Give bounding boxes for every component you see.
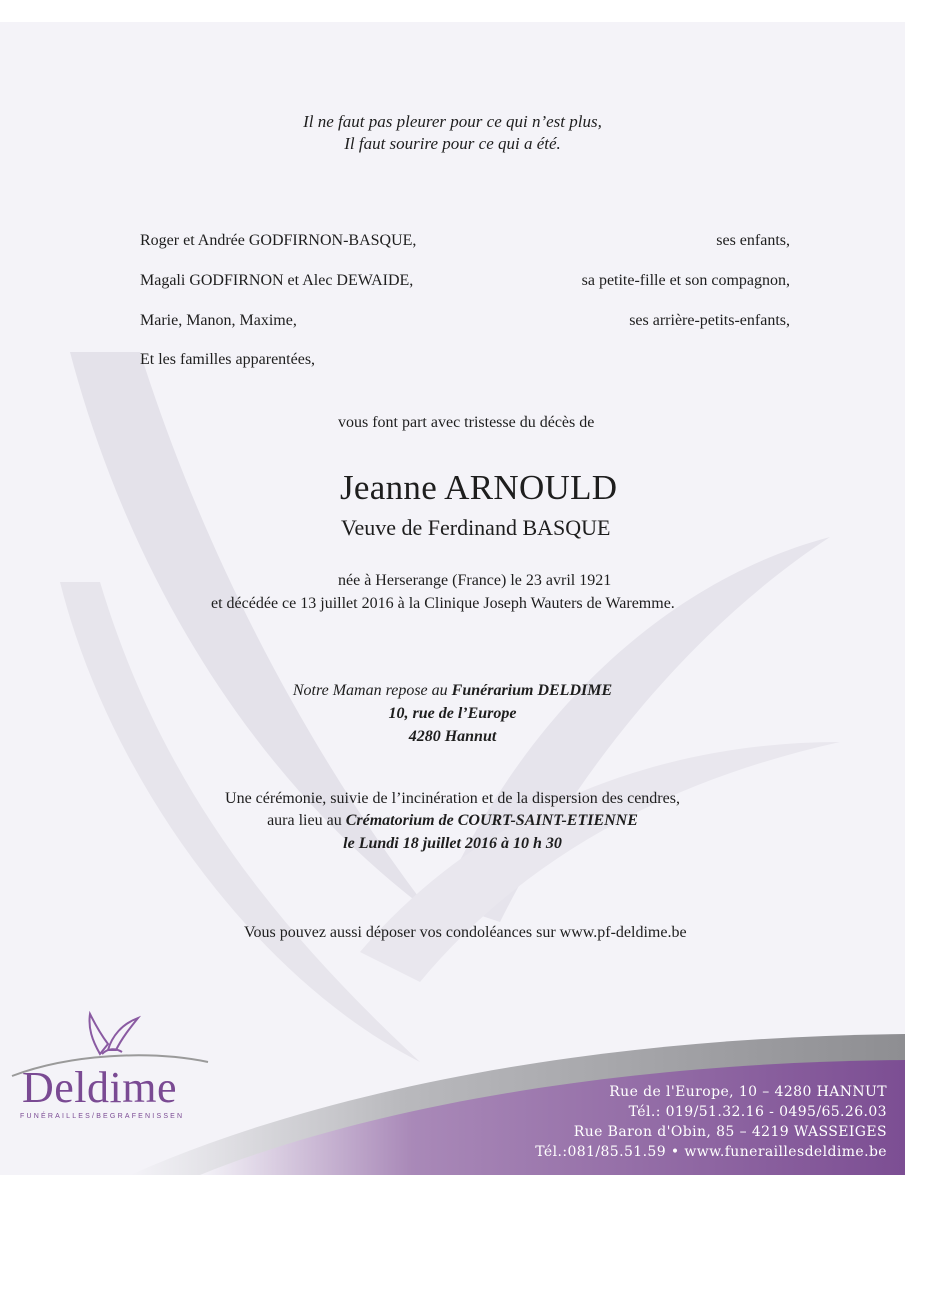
- rest-prefix: Notre Maman repose au: [292, 682, 452, 699]
- condolences-text: Vous pouvez aussi déposer vos condoléances sur www.pf-deldime.be: [244, 924, 687, 941]
- footer-address-2: Rue Baron d'Obin, 85 – 4219 WASSEIGES: [573, 1124, 887, 1140]
- obituary-card: [0, 22, 905, 1175]
- quote-line-1: Il ne faut pas pleurer pour ce qui n’est plus,: [303, 112, 602, 131]
- announcement-text: vous font part avec tristesse du décès de: [338, 414, 595, 431]
- rest-street: 10, rue de l’Europe: [388, 705, 517, 722]
- logo-name: Deldime: [22, 1063, 178, 1112]
- ceremony-line-1: Une cérémonie, suivie de l’incinération et de la dispersion des cendres,: [225, 790, 680, 807]
- family-names-1: Roger et Andrée GODFIRNON-BASQUE,: [140, 232, 417, 249]
- footer-band: [0, 22, 905, 1175]
- family-relation-3: ses arrière-petits-enfants,: [629, 312, 790, 329]
- deceased-name: Jeanne ARNOULD: [340, 468, 618, 507]
- footer-phone-web: Tél.:081/85.51.59 • www.funeraillesdeldime.be: [535, 1144, 887, 1160]
- widow-of: Veuve de Ferdinand BASQUE: [341, 515, 611, 540]
- ceremony-prefix: aura lieu au: [267, 812, 346, 829]
- footer-phone-1: Tél.: 019/51.32.16 - 0495/65.26.03: [628, 1104, 887, 1120]
- rest-city: 4280 Hannut: [408, 728, 497, 745]
- family-relation-1: ses enfants,: [716, 232, 790, 249]
- birth-line: née à Herserange (France) le 23 avril 1921: [338, 572, 612, 589]
- death-line: et décédée ce 13 juillet 2016 à la Clinique Joseph Wauters de Waremme.: [211, 595, 675, 612]
- footer-address-1: Rue de l'Europe, 10 – 4280 HANNUT: [609, 1084, 887, 1100]
- family-names-2: Magali GODFIRNON et Alec DEWAIDE,: [140, 272, 414, 289]
- rest-place: Funérarium DELDIME: [451, 682, 613, 699]
- crematorium: Crématorium de COURT-SAINT-ETIENNE: [345, 812, 638, 829]
- family-relation-2: sa petite-fille et son compagnon,: [581, 272, 790, 289]
- family-names-3: Marie, Manon, Maxime,: [140, 312, 297, 329]
- family-names-4: Et les familles apparentées,: [140, 351, 316, 368]
- logo-tagline: FUNÉRAILLES/BEGRAFENISSEN: [20, 1113, 185, 1120]
- quote-line-2: Il faut sourire pour ce qui a été.: [344, 134, 561, 153]
- ceremony-date: le Lundi 18 juillet 2016 à 10 h 30: [343, 835, 562, 852]
